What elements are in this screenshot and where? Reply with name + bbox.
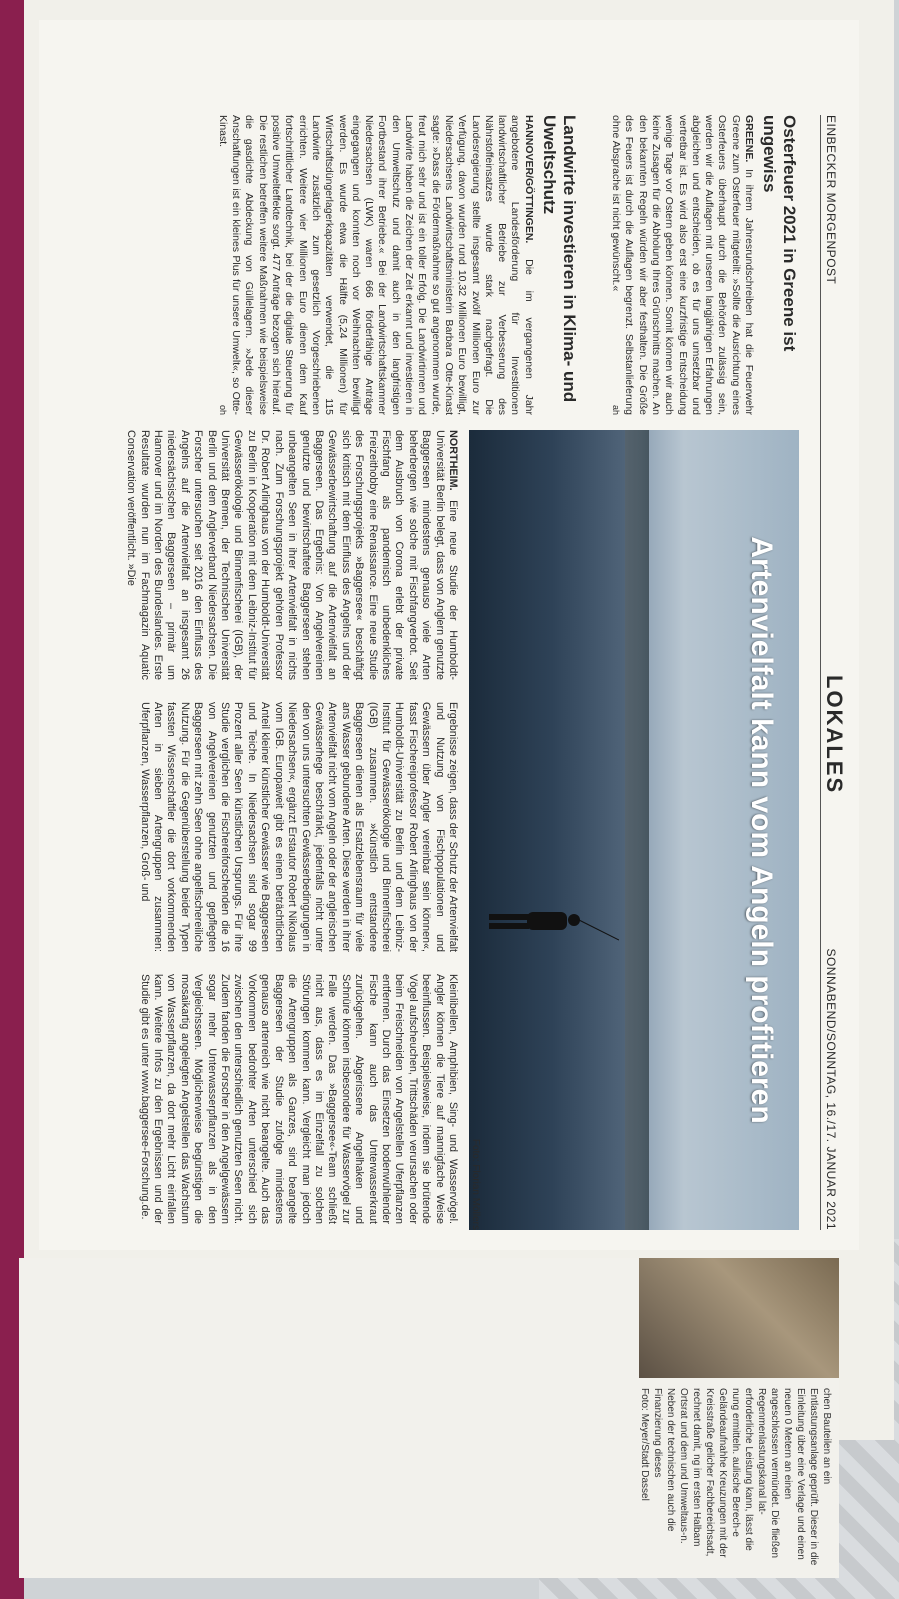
article-dateline: GREENE.: [743, 115, 755, 163]
article-text: Die im vergangenen Jahr angebotene Landesförderung für Investitionen landwirtschaftlicher Betriebe zur Verbesserung des Nährstoffeinsatzes wurde stark nachgefragt. Die Landesregierung stellte insgesamt zwölf Millionen Euro zur Verfügung, davon wurden rund 10,32 Millionen Euro bewilligt, Niedersachsens Landwirtschaftsministerin Barbara Otte-Kinast sagte: »Dass die Fördermaßnahme so gut angenommen wurde, freut mich sehr und ist ein toller Erfolg. Die Landwirtinnen und Landwirte haben die Zeichen der Zeit erkannt und investieren in den Umweltschutz und damit auch in den langfristigen Fortbestand ihrer Betriebe.« Bei der Landwirtschaftskammer Niedersachsen (LWK) waren 666 förderfähige Anträge eingegangen und konnten noch vor Weihnachten bewilligt werden. Es wurde etwa die Hälfte (5,24 Millionen) für Wirtschaftsdüngerlagerkapazitäten verwendet, die 115 Landwirte zusätzlich zum gesetzlich Vorgeschriebenen errichten. Weitere vier Millionen Euro dienen dem Kauf fortschrittlicher Landtechnik, bei der die digitale Steuerung für positive Umwelteffekte sorgt. 477 Anträge bezogen sich hierauf. Die restlichen betreffen weitere Maßnahmen wie beispielsweise die gasdichte Abdeckung von Güllelagern. »Jede dieser Anschaffungen ist ein kleines Plus für unsere Umwelt«, so Otte-Kinast.: [216, 115, 535, 415]
main-article-column-3: [137, 974, 459, 1224]
section-title: LOKALES: [822, 675, 847, 795]
angler-silhouette: [489, 900, 619, 942]
main-article-column-2: [137, 702, 459, 952]
left-column: [210, 115, 799, 415]
newspaper-page: [39, 20, 859, 1250]
author-initials: ah: [611, 404, 622, 415]
article-osterfeuer: [609, 115, 799, 415]
article-text: Ergebnisse zeigen, dass der Schutz der Artenvielfalt und Nutzung von Fischpopulationen und Gewässern über Angler vereinbar sein können«, fasst Fischereiprofessor Robert Arlinghaus von der Humboldt-Universität zu Berlin und dem Leibniz-Institut für Gewässerökologie und Binnenfischerei (IGB) zusammen. »Künstlich entstandene Baggerseen dienen als Ersatzlebensraum für viele ans Wasser gebundene Arten. Diese werden in ihrer Artenvielfalt nicht vom Angeln oder der anglerischen Gewässerhege beschränkt, jedenfalls nicht unter den von uns untersuchten Gewässerbedingungen in Niedersachsen«, ergänzt Erstautor Robert Nikolaus vom IGB. Europaweit gibt es einen beträchtlichen Anteil kleiner künstlicher Gewässer wie Baggerseen und Teiche. In Niedersachsen sind sogar 99 Prozent aller Seen künstlichen Ursprungs. Für ihre Studie verglichen die Fischereiforschenden die 16 von Angelvereinen genutzten und gepflegten Baggerseen mit zehn Seen ohne angelfischereiliche Nutzung. Für die Gegenüberstellung beider Typen fassten Wissenschaftler die dort vorkommenden Arten in sieben Artengruppen zusammen: Uferpflanzen, Wasserpflanzen, Groß- und: [138, 702, 459, 952]
side-article-text: [638, 1388, 833, 1568]
page-header: [820, 115, 847, 1230]
newspaper-name: EINBECKER MORGENPOST: [824, 115, 838, 285]
article-text: Kleinlibellen, Amphibien, Sing- und Wasservögel. Angler können die Tiere auf mannigfache Weise beeinflussen. Beispielsweise, indem sie brütende Vögel aufscheuchen, Trittschäden verursachen oder beim Freischneiden von Angelstellen Uferpflanzen entfernen. Durch das Einsetzen bodenwühlender Fische kann auch das Unterwasserkraut zurückgehen. Abgerissene Angelhaken und Schnüre können insbesondere für Wasservögel zur Falle werden. Das »Baggersee«-Team schließt nicht aus, dass es im Einzelfall zu solchen Störungen kommen kann. Vergleicht man jedoch die Artengruppen als Ganzes, sind beangelte Baggerseen der Studie zufolge mindestens genauso artenreich wie nicht beangelte. Auch das Vorkommen bedrohter Arten unterschied sich zwischen den unterschiedlich genutzten Seen nicht. Zudem fanden die Forscher in den Angelgewässern sogar mehr Unterwasserpflanzen als in den Vergleichsseen. Möglicherweise begünstigen die mosaikartig angelegten Angelstellen das Wachstum von Wasserpflanzen, da dort mehr Licht einfallen kann. Weitere Infos zu den Ergebnissen und der Studie gibt es unter www.baggersee-Forschung.de.: [138, 974, 459, 1224]
photo-credit: Foto: Florian Möllers: [470, 1138, 481, 1230]
tree-line: [625, 430, 649, 1230]
author-initials: oh: [217, 404, 228, 415]
article-dateline: NORTHEIM.: [447, 430, 459, 491]
side-article-photo: [639, 1258, 839, 1378]
issue-date: SONNABEND/SONNTAG, 16./17. JANUAR 2021: [824, 948, 838, 1230]
side-photo-credit: Foto: Meyer/Stadt Dassel: [639, 1388, 650, 1501]
article-text: Eine neue Studie der Humboldt-Universität Berlin belegt, dass von Anglern genutzte Baggerseen mindestens genauso viele Arten beherbergen wie solche mit Fischfangverbot. Seit dem Ausbruch von Corona erlebt der private Fischfang als pandemisch unbedenkliches Freizeithobby eine Renaissance. Eine neue Studie des Forschungsprojekts »Baggersee« beschäftigt sich kritisch mit dem Einfluss des Angelns und der Gewässerbewirtschaftung auf die Artenvielfalt an Baggerseen. Das Ergebnis: Von Angelvereinen genutzte und bewirtschaftete Baggerseen stehen unbeangelten Seen in ihrer Artenvielfalt in nichts nach. Zum Forschungsprojekt gehören Professor Dr. Robert Arlinghaus von der Humboldt-Universität zu Berlin in Kooperation mit dem Leibniz-Institut für Gewässerökologie und Binnenfischerei (IGB), der Universität Bremen, der Technischen Universität Berlin und dem Anglerverband Niedersachsen. Die Forscher untersuchen seit 2016 den Einfluss des Angelns auf die Artenvielfalt an insgesamt 26 niedersächsischen Baggerseen – primär um Hannover und im Norden des Bundeslandes. Erste Resultate wurden nun im Fachmagazin Aquatic Conservation veröffentlicht. »Die: [125, 430, 459, 681]
side-article-body: chen Bauteilen an ein Entlastungsanlage geprüft. Dieser in die Einleitung über eine Verlage und einen neuen 0 Metern an einen angeschlossen vermündet. Die fließen Regenmenlastungskanal lat-erforderliche Leistung kann, lässt die nung ermitteln. aulische Berech-e Geländeaufnahhe Kreuzungen mit der Kreisstraße gelicher Fachbereichsadt, rechnet damit, ng im ersten Halbam Ortsrat und dem und Umweltaus-n. Neben der technischen auch die Finanzierung dieses: [652, 1388, 832, 1566]
article-body: [609, 115, 755, 415]
article-headline: Landwirte investieren in Klima- und Uweltschutz: [539, 115, 579, 403]
article-dateline: HANNOVER/GÖTTINGEN.: [522, 115, 535, 244]
article-text: In ihrem Jahresrundschreiben hat die Feuerwehr Greene zum Osterfeuer mitgeteilt: »Sollte die Ausrichtung eines Osterfeuers überhaupt durch die Behörden zulässig sein, werden wir die Auflagen mit unseren langjährigen Erfahrungen abgleichen und entscheiden, ob es für uns umsetzbar und vertretbar ist. Es wird also erst eine kurzfristige Entscheidung wenige Tage vor Ostern geben können. Somit können wir auch keine Zusagen für die Abholung Ihres Grünschnitts machen. An den bekannten Regeln würden wir aber festhalten. Die Größe des Feuers ist durch die Auflagen begrenzt. Selbstanlieferung ohne Absprache ist nicht gewünscht.«: [610, 115, 755, 415]
main-headline: Artenvielfalt kann vom Angeln profitieren: [745, 536, 778, 1124]
adjacent-page: [19, 1258, 839, 1578]
article-body: [216, 115, 535, 415]
main-article-columns: [69, 430, 459, 1230]
article-headline: Osterfeuer 2021 in Greene ist ungewiss: [760, 115, 799, 352]
main-article-column-1: [124, 430, 459, 680]
lake-angler-photo: [469, 430, 799, 1230]
article-landwirte: [216, 115, 579, 415]
